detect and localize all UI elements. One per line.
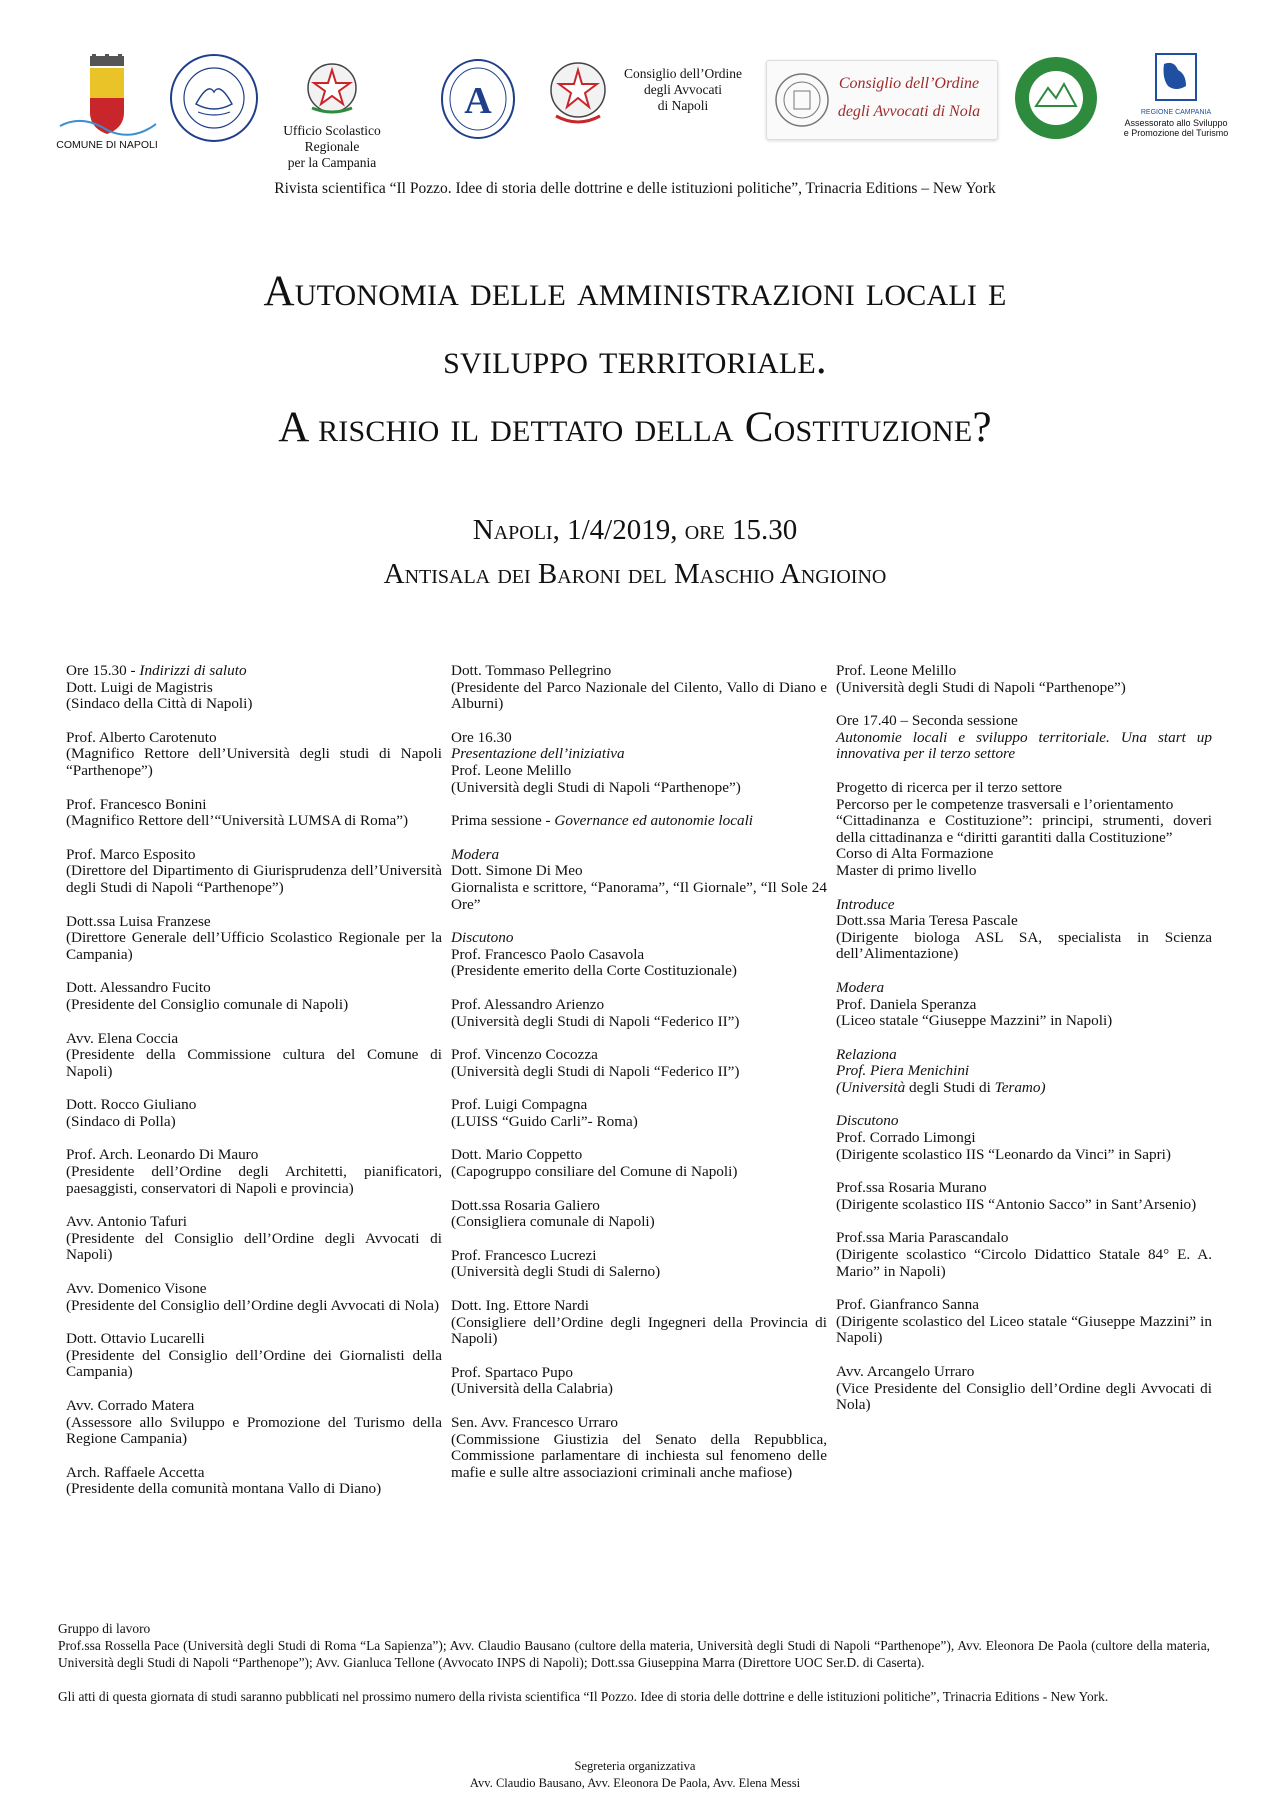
program-entry	[836, 713, 1212, 763]
repubblica-star-icon	[546, 58, 610, 128]
speaker-name: Prof. Vincenzo Cocozza	[451, 1046, 598, 1064]
program-entry	[66, 663, 442, 713]
program-entry	[451, 1415, 827, 1481]
avvocati-nola-line1: Consiglio dell’Ordine	[838, 75, 980, 92]
speaker-role: (Direttore Generale dell’Ufficio Scolastico Regionale per la Campania)	[66, 929, 442, 963]
speaker-name: Avv. Corrado Matera	[66, 1397, 195, 1414]
segreteria-names: Avv. Claudio Bausano, Avv. Eleonora De Paola, Avv. Elena Messi	[469, 1776, 801, 1790]
speaker-name: Avv. Antonio Tafuri	[66, 1213, 187, 1231]
segreteria-label: Segreteria organizzativa	[574, 1759, 696, 1773]
speaker-role: (Dirigente scolastico IIS “Leonardo da Vinci” in Sapri)	[836, 1145, 1171, 1163]
program-entry	[66, 1031, 442, 1081]
speaker-role: (Capogruppo consiliare del Comune di Napoli)	[451, 1163, 738, 1181]
speaker-role: (Magnifico Rettore dell’Università degli studi di Napoli “Parthenope”)	[66, 745, 442, 779]
title-line-1: Autonomia delle amministrazioni locali e	[263, 268, 1007, 315]
a-university-logo	[438, 58, 518, 140]
role-label: Relaziona	[836, 1045, 897, 1063]
regione-line2: e Promozione del Turismo	[1123, 128, 1229, 138]
program-entry	[451, 1198, 827, 1231]
ufficio-caption-line2: per la Campania	[287, 155, 377, 170]
speaker-role: (Vice Presidente del Consiglio dell’Ordine degli Avvocati di Nola)	[836, 1379, 1212, 1414]
regione-campania-icon	[1116, 52, 1236, 104]
speaker-role: (Università degli Studi di Napoli “Federico II”)	[451, 1062, 740, 1080]
event-venue: Antisala dei Baroni del Maschio Angioino	[383, 558, 887, 590]
speaker-name: Dott. Alessandro Fucito	[66, 979, 211, 997]
program-entry	[66, 1465, 442, 1498]
program-entry	[451, 813, 827, 830]
program-entry	[451, 1147, 827, 1180]
speaker-role: (Magnifico Rettore dell’“Università LUMSA di Roma”)	[66, 812, 409, 830]
project-line: “Cittadinanza e Costituzione”: principi, strumenti, doveri della cittadinanza e “diritti garantiti dalla Costituzione”	[836, 812, 1212, 846]
speaker-name: Prof. Francesco Bonini	[66, 795, 207, 813]
speaker-role: (Presidente emerito della Corte Costituzionale)	[451, 962, 737, 980]
speaker-name: Dott.ssa Rosaria Galiero	[451, 1196, 600, 1214]
speaker-role: (Presidente del Consiglio dell’Ordine degli Avvocati di Napoli)	[66, 1229, 442, 1264]
role-part: Teramo)	[994, 1078, 1046, 1096]
ufficio-scolastico-logo	[262, 58, 402, 168]
speaker-role: (Dirigente scolastico IIS “Antonio Sacco” in Sant’Arsenio)	[836, 1195, 1197, 1213]
session-heading	[451, 813, 827, 830]
speaker-name: Dott.ssa Maria Teresa Pascale	[836, 912, 1018, 930]
event-date: Napoli, 1/4/2019, ore 15.30	[472, 514, 798, 546]
speaker-name: Dott. Rocco Giuliano	[66, 1096, 197, 1114]
speaker-name: Arch. Raffaele Accetta	[66, 1463, 205, 1481]
discussants-list	[836, 1180, 1212, 1414]
project-line: Corso di Alta Formazione	[836, 845, 994, 863]
gruppo-text: Prof.ssa Rossella Pace (Università degli Studi di Roma “La Sapienza”); Avv. Claudio Bausano (cultore della materia, Università degli Studi di Napoli “Parthenope”), Avv. Eleonora De Paola (cultore della materia, Università degli Studi di Napoli “Parthenope”); Avv. Gianluca Tellone (Avvocato INPS di Napoli); Dott.ssa Giuseppina Marra (Direttore UOC Ser.D. di Caserta).	[58, 1638, 1210, 1670]
speaker-name: Dott. Simone Di Meo	[451, 862, 583, 880]
speaker-role: (Università degli Studi di Salerno)	[451, 1263, 661, 1281]
avvocati-nola-logo	[766, 60, 998, 140]
speaker-role: (Commissione Giustizia del Senato della Repubblica, Commissione parlamentare di inchiesta sul fenomeno delle mafie e sulle altre associazioni criminali anche mafiose)	[451, 1430, 827, 1481]
speaker-name: Prof. Leone Melillo	[836, 662, 957, 679]
speaker-name: Prof.ssa Maria Parascandalo	[836, 1229, 1009, 1247]
speaker-role	[836, 1080, 1212, 1097]
speaker-name: Avv. Elena Coccia	[66, 1029, 179, 1047]
program-entry	[66, 980, 442, 1013]
speaker-role: (Sindaco di Polla)	[66, 1112, 176, 1130]
role-part: (Università	[836, 1078, 906, 1096]
speaker-role: (Liceo statale “Giuseppe Mazzini” in Napoli)	[836, 1012, 1113, 1030]
role-part: degli Studi di	[905, 1078, 995, 1096]
program-entry	[836, 1047, 1212, 1097]
footer	[58, 1620, 1210, 1722]
speaker-name: Prof. Alessandro Arienzo	[451, 995, 605, 1013]
event-info	[0, 508, 1270, 596]
speaker-name: Prof. Leone Melillo	[451, 761, 572, 779]
program-entry	[836, 897, 1212, 963]
speaker-role: (Presidente della comunità montana Vallo di Diano)	[66, 1480, 382, 1498]
speaker-name: Dott. Ing. Ettore Nardi	[451, 1297, 589, 1315]
program-entry	[66, 1214, 442, 1264]
speaker-name: Dott. Mario Coppetto	[451, 1146, 583, 1164]
session-title: Governance ed autonomie locali	[554, 812, 754, 830]
project-line: Percorso per le competenze trasversali e l’orientamento	[836, 795, 1174, 813]
program-entry	[451, 1097, 827, 1130]
speaker-role: (Direttore del Dipartimento di Giurisprudenza dell’Università degli Studi di Napoli “Parthenope”)	[66, 862, 442, 896]
speaker-name: Avv. Arcangelo Urraro	[836, 1363, 975, 1380]
speaker-name: Prof. Arch. Leonardo Di Mauro	[66, 1146, 259, 1164]
speaker-name: Sen. Avv. Francesco Urraro	[451, 1414, 619, 1431]
program-column-3	[836, 663, 1212, 1431]
speaker-name: Dott.ssa Luisa Franzese	[66, 912, 211, 930]
session-title: Indirizzi di saluto	[139, 662, 247, 679]
svg-text:A: A	[464, 80, 492, 122]
program-entry	[836, 1364, 1212, 1414]
discussants-list	[451, 997, 827, 1481]
speaker-name: Prof. Gianfranco Sanna	[836, 1296, 979, 1314]
ordine-ingegneri-logo	[1012, 54, 1100, 142]
program-entry	[451, 1298, 827, 1348]
repubblica-logo	[546, 58, 610, 128]
program-column-2	[451, 663, 827, 1498]
role-label: Introduce	[836, 895, 895, 913]
speaker-name: Dott. Tommaso Pellegrino	[451, 662, 612, 679]
gruppo-label: Gruppo di lavoro	[58, 1621, 151, 1636]
avvocati-nola-line2: degli Avvocati di Nola	[837, 103, 981, 120]
program-entry	[66, 1147, 442, 1197]
page-title	[0, 258, 1270, 462]
comune-napoli-label: COMUNE DI NAPOLI	[56, 139, 158, 151]
ufficio-caption-line1: Ufficio Scolastico Regionale	[283, 123, 381, 154]
program-entry	[451, 663, 827, 713]
speaker-role: (Consigliera comunale di Napoli)	[451, 1213, 655, 1231]
speaker-role: (Università degli Studi di Napoli “Parthenope”)	[451, 778, 741, 796]
speaker-name: Avv. Domenico Visone	[66, 1280, 207, 1298]
speaker-name: Prof. Spartaco Pupo	[451, 1363, 573, 1381]
speaker-role: (Presidente del Consiglio comunale di Napoli)	[66, 995, 349, 1013]
regione-line1: Assessorato allo Sviluppo	[1124, 118, 1228, 128]
speaker-name: Prof. Francesco Lucrezi	[451, 1246, 597, 1264]
ingegneri-seal-icon	[1012, 54, 1100, 142]
speaker-role: (Sindaco della Città di Napoli)	[66, 695, 253, 713]
speaker-name: Prof. Alberto Carotenuto	[66, 728, 217, 746]
session-title: Autonomie locali e sviluppo territoriale. Una start up innovativa per il terzo settore	[836, 728, 1212, 763]
session-heading	[66, 663, 442, 680]
session-label: Presentazione dell’iniziativa	[451, 745, 625, 763]
atti-note: Gli atti di questa giornata di studi saranno pubblicati nel prossimo numero della rivista scientifica “Il Pozzo. Idee di storia delle dottrine e delle istituzioni politiche”, Trinacria Editions - New York.	[58, 1689, 1109, 1704]
avvocati-napoli-line2: degli Avvocati	[643, 82, 723, 97]
speaker-name: Prof. Francesco Paolo Casavola	[451, 945, 645, 963]
title-line-2: sviluppo territoriale.	[443, 336, 827, 383]
program-entry	[66, 1097, 442, 1130]
program-entry	[451, 847, 827, 913]
speaker-role: (Dirigente biologa ASL SA, specialista in Scienza dell’Alimentazione)	[836, 928, 1212, 963]
speaker-role: (Presidente dell’Ordine degli Architetti, pianificatori, paesaggisti, conservatori di Napoli e provincia)	[66, 1163, 442, 1197]
program-entry	[66, 914, 442, 964]
program-entry	[451, 1248, 827, 1281]
role-label: Discutono	[836, 1112, 899, 1130]
speaker-name: Dott. Luigi de Magistris	[66, 678, 213, 696]
session-time: Ore 16.30	[451, 728, 512, 746]
avvocati-napoli-line1: Consiglio dell’Ordine	[623, 66, 743, 81]
speaker-role: (Assessore allo Sviluppo e Promozione del Turismo della Regione Campania)	[66, 1413, 442, 1448]
program-entry	[836, 980, 1212, 1030]
speaker-name: Prof. Daniela Speranza	[836, 995, 977, 1013]
napoli-crest-icon	[52, 54, 162, 138]
regione-campania-logo	[1116, 52, 1236, 152]
speaker-role: (Università degli Studi di Napoli “Federico II”)	[451, 1012, 740, 1030]
project-line: Progetto di ricerca per il terzo settore	[836, 778, 1063, 796]
speaker-role: (Presidente della Commissione cultura del Comune di Napoli)	[66, 1046, 442, 1080]
speaker-role: (Presidente del Parco Nazionale del Cilento, Vallo di Diano e Alburni)	[451, 678, 827, 713]
program-entry	[836, 1230, 1212, 1280]
program-entry	[836, 663, 1212, 696]
speaker-role: (Dirigente scolastico del Liceo statale “Giuseppe Mazzini” in Napoli)	[836, 1312, 1212, 1347]
speaker-role: (LUISS “Guido Carli”- Roma)	[451, 1112, 638, 1130]
speaker-name: Prof. Corrado Limongi	[836, 1129, 976, 1147]
program-entry	[836, 1180, 1212, 1213]
program-entry	[451, 930, 827, 980]
project-line: Master di primo livello	[836, 861, 977, 879]
speaker-name: Prof. Luigi Compagna	[451, 1096, 588, 1114]
program-entry	[66, 847, 442, 897]
avvocati-napoli-line3: di Napoli	[657, 98, 709, 113]
avvocati-napoli-logo	[608, 66, 758, 136]
speaker-role: Giornalista e scrittore, “Panorama”, “Il Giornale”, “Il Sole 24 Ore”	[451, 878, 827, 913]
role-label: Discutono	[451, 929, 514, 947]
program-columns	[66, 662, 1212, 1563]
program-entry	[836, 1297, 1212, 1347]
role-label: Modera	[451, 845, 500, 863]
comune-napoli-logo	[52, 54, 162, 154]
session-time: Ore 17.40 – Seconda sessione	[836, 712, 1018, 730]
parthenope-seal-icon	[168, 52, 260, 144]
repubblica-emblem-icon	[262, 58, 402, 118]
rivista-line: Rivista scientifica “Il Pozzo. Idee di storia delle dottrine e delle istituzioni politiche”, Trinacria Editions – New York	[274, 180, 996, 197]
program-entry	[451, 1047, 827, 1080]
parthenope-seal-logo	[168, 52, 260, 144]
session-time: Ore 15.30 -	[66, 662, 140, 679]
program-entry	[836, 780, 1212, 880]
speaker-role: (Consigliere dell’Ordine degli Ingegneri della Provincia di Napoli)	[451, 1313, 827, 1348]
program-entry	[836, 1113, 1212, 1163]
segreteria	[0, 1758, 1270, 1792]
title-line-3: A rischio il dettato della Costituzione?	[278, 404, 992, 451]
speaker-name: Dott. Ottavio Lucarelli	[66, 1330, 205, 1348]
speaker-role: (Università degli Studi di Napoli “Parthenope”)	[836, 678, 1126, 696]
logo-strip	[0, 40, 1270, 170]
program-entry	[451, 1365, 827, 1398]
program-entry	[66, 1398, 442, 1448]
program-entry	[66, 730, 442, 780]
regione-campania-label: REGIONE CAMPANIA	[1140, 109, 1212, 116]
speaker-role: (Università della Calabria)	[451, 1380, 613, 1398]
speaker-role: (Presidente del Consiglio dell’Ordine degli Avvocati di Nola)	[66, 1296, 439, 1314]
speaker-name: Prof. Piera Menichini	[836, 1062, 970, 1080]
session-prefix: Prima sessione -	[451, 812, 555, 830]
program-entry	[451, 730, 827, 796]
speaker-name: Prof.ssa Rosaria Murano	[836, 1179, 987, 1197]
speaker-name: Prof. Marco Esposito	[66, 845, 196, 863]
program-column-1	[66, 663, 442, 1515]
program-entry	[66, 1331, 442, 1381]
program-entry	[451, 997, 827, 1030]
program-entry	[66, 797, 442, 830]
a-letter-seal-icon	[438, 58, 518, 140]
program-entry	[66, 1281, 442, 1314]
speaker-role: (Dirigente scolastico “Circolo Didattico Statale 84° E. A. Mario” in Napoli)	[836, 1246, 1212, 1280]
speaker-role: (Presidente del Consiglio dell’Ordine dei Giornalisti della Campania)	[66, 1346, 442, 1381]
role-label: Modera	[836, 978, 885, 996]
